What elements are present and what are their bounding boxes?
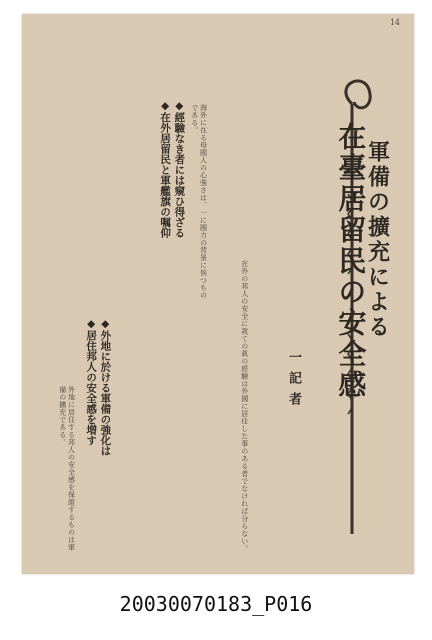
title-line-1: 軍備の擴充による [364, 140, 390, 340]
heading-2: ◆在外居留民と軍艦旗の嘱仰 [159, 100, 172, 238]
page-number: 14 [389, 18, 400, 27]
body-column-right: 在外の邦人の安全に就ての眞の經驗は外國に居住した事のある者でなければ分らない。 [240, 260, 249, 553]
body-column-middle: 海外に在る母國人の心強さは、一に國力の背景に俟つものである。 [190, 104, 208, 299]
article-title [336, 122, 388, 401]
heading-3: ◆外地に於ける軍備の強化は [99, 318, 112, 456]
magazine-page [22, 14, 414, 574]
heading-1: ◆經驗なき者には窺ひ得ざる [173, 100, 186, 238]
author: 一記者 [286, 350, 301, 413]
image-caption: 20030070183_P016 [119, 592, 313, 616]
headings-lower [84, 318, 112, 456]
title-line-2: 在臺居留民の安全感 [334, 122, 368, 401]
body-column-left: 外地に居住する邦人の安全感を保證するものは軍備の擴充である。 [58, 386, 76, 551]
headings [158, 100, 186, 238]
heading-4: ◆居住邦人の安全感を増す [85, 318, 98, 446]
